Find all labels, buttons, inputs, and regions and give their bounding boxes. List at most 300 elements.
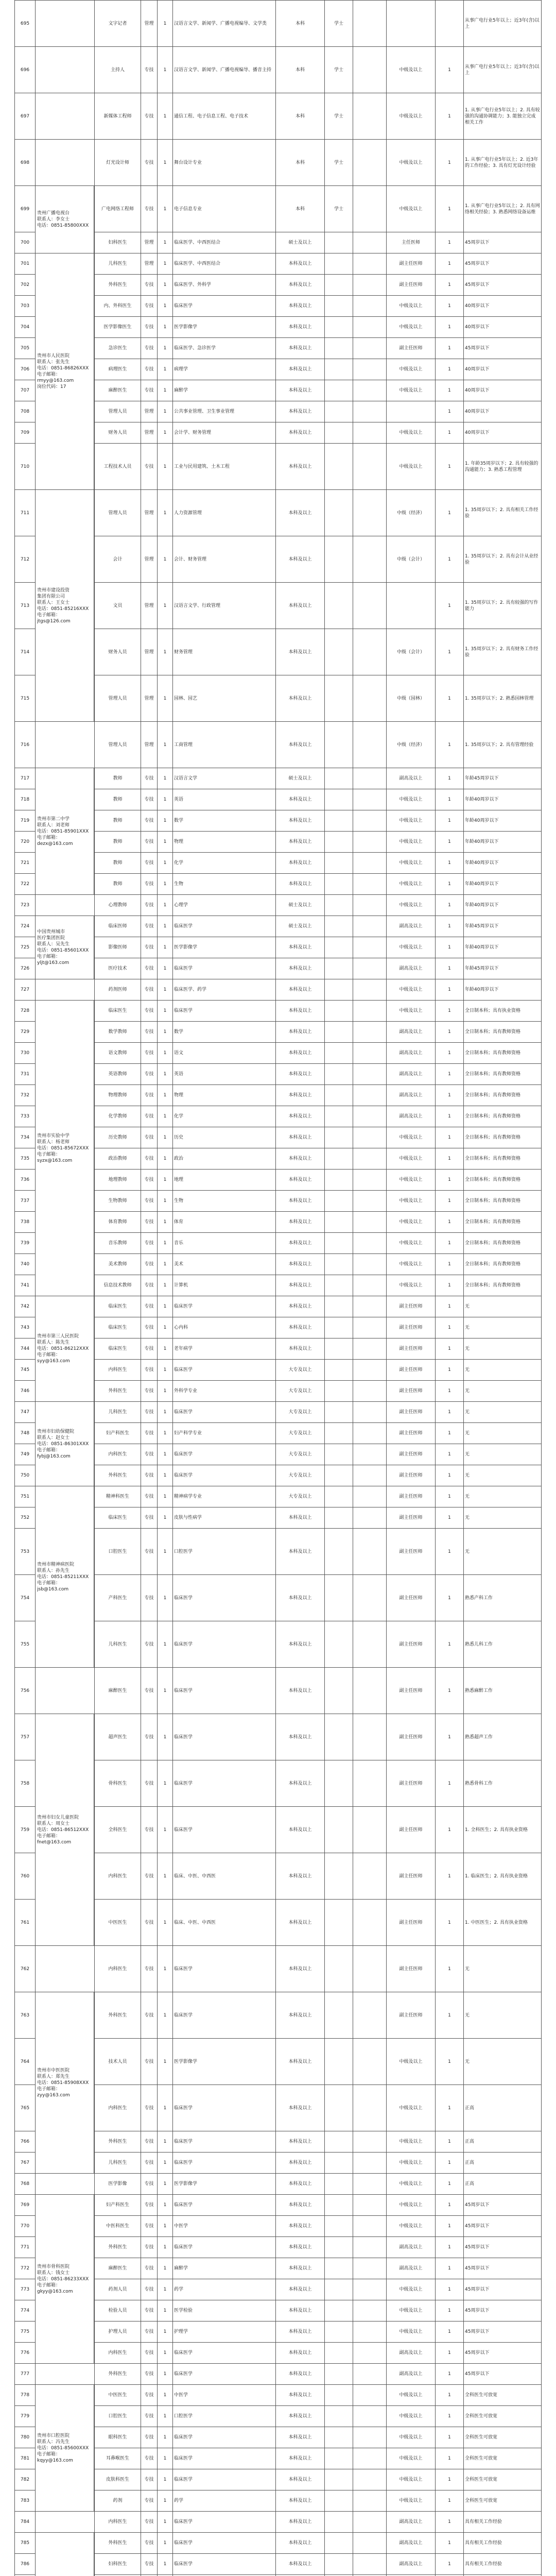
cell-other: 1 (435, 2039, 463, 2084)
cell-post: 药剂人员 (94, 2279, 141, 2300)
cell-age (353, 722, 386, 768)
cell-major: 化学 (172, 853, 275, 873)
cell-age (353, 93, 386, 139)
cell-degree (324, 2554, 353, 2574)
cell-post: 教师 (94, 768, 141, 789)
cell-degree (324, 1212, 353, 1232)
cell-other: 1 (435, 937, 463, 958)
cell-degree (324, 1085, 353, 1106)
cell-level: 管理 (141, 629, 157, 675)
cell-degree (324, 2258, 353, 2279)
cell-title: 中级及以上 (386, 2448, 435, 2469)
cell-note: 全日制本科；具有执业资格 (463, 1001, 542, 1021)
cell-level: 专技 (141, 1992, 157, 2038)
cell-post: 外科医生 (94, 2364, 141, 2384)
cell-other: 1 (435, 2085, 463, 2131)
cell-note: 无 (463, 1360, 542, 1380)
cell-count: 1 (157, 1170, 172, 1190)
cell-age (353, 1338, 386, 1359)
cell-post: 文员 (94, 583, 141, 629)
cell-title: 副高及以上 (386, 1085, 435, 1106)
cell-title: 副主任医师 (386, 1946, 435, 1992)
cell-no: 740 (14, 1254, 35, 1275)
cell-count: 1 (157, 2469, 172, 2490)
cell-no: 712 (14, 536, 35, 582)
cell-note: 1. 35周岁以下；2. 具有相关工作经验 (463, 490, 542, 536)
cell-degree (324, 1275, 353, 1296)
cell-no: 771 (14, 2237, 35, 2258)
cell-age (353, 1148, 386, 1169)
cell-note: 45周岁以下 (463, 2343, 542, 2363)
cell-age (353, 1, 386, 46)
cell-level: 专技 (141, 2554, 157, 2574)
cell-degree (324, 2427, 353, 2448)
cell-no: 782 (14, 2469, 35, 2490)
cell-title (386, 401, 435, 422)
cell-level: 专技 (141, 140, 157, 185)
cell-title: 中级及以上 (386, 1233, 435, 1253)
cell-level: 专技 (141, 979, 157, 1000)
cell-title: 中级及以上 (386, 1275, 435, 1296)
cell-age (353, 1296, 386, 1317)
cell-note: 1. 年龄35周岁以下；2. 具有较强的沟通能力；3. 熟悉工程管理 (463, 444, 542, 489)
cell-count: 1 (157, 2153, 172, 2173)
cell-post: 药剂医师 (94, 979, 141, 1000)
cell-other: 1 (435, 2554, 463, 2574)
cell-major: 心内科 (172, 1317, 275, 1338)
cell-other: 1 (435, 874, 463, 894)
cell-title: 中级及以上 (386, 2085, 435, 2131)
cell-post: 中医科医生 (94, 2216, 141, 2236)
cell-edu: 大专及以上 (275, 1486, 324, 1507)
cell-no: 714 (14, 629, 35, 675)
cell-unit (35, 140, 94, 185)
cell-no: 715 (14, 675, 35, 721)
cell-title: 中级及以上 (386, 2406, 435, 2427)
cell-other: 1 (435, 1444, 463, 1465)
cell-note: 年龄40周岁以下 (463, 810, 542, 831)
cell-level: 专技 (141, 916, 157, 937)
cell-unit (35, 1946, 94, 1992)
cell-age (353, 2174, 386, 2194)
cell-count: 1 (157, 810, 172, 831)
cell-level: 管理 (141, 253, 157, 274)
cell-age (353, 2512, 386, 2532)
cell-count: 1 (157, 1001, 172, 1021)
cell-post: 灯光设计师 (94, 140, 141, 185)
cell-no: 726 (14, 958, 35, 979)
cell-count: 1 (157, 490, 172, 536)
cell-major: 精神病学专业 (172, 1486, 275, 1507)
cell-count: 1 (157, 2174, 172, 2194)
cell-edu: 硕士及以上 (275, 232, 324, 253)
cell-other: 1 (435, 810, 463, 831)
cell-note: 全日制本科；具有教师资格 (463, 1170, 542, 1190)
cell-note: 正高 (463, 2085, 542, 2131)
cell-other: 1 (435, 1381, 463, 1401)
cell-degree (324, 1043, 353, 1063)
cell-edu: 本科及以上 (275, 2258, 324, 2279)
cell-level: 专技 (141, 2039, 157, 2084)
cell-age (353, 2039, 386, 2084)
cell-degree (324, 2039, 353, 2084)
cell-count: 1 (157, 2448, 172, 2469)
cell-post: 口腔医生 (94, 1529, 141, 1574)
cell-edu: 大专及以上 (275, 1423, 324, 1444)
cell-level: 专技 (141, 1127, 157, 1148)
cell-post: 文字记者 (94, 1, 141, 46)
cell-note: 40周岁以下 (463, 422, 542, 443)
cell-note: 熟悉麻醉工作 (463, 1668, 542, 1714)
cell-degree (324, 2533, 353, 2553)
cell-note: 熟悉超声工作 (463, 1714, 542, 1760)
cell-level: 专技 (141, 1423, 157, 1444)
cell-no: 698 (14, 140, 35, 185)
cell-major: 财务管理 (172, 629, 275, 675)
cell-major: 临床医学 (172, 958, 275, 979)
cell-level: 专技 (141, 93, 157, 139)
cell-note: 全日制本科；具有教师资格 (463, 1191, 542, 1211)
cell-no: 761 (14, 1900, 35, 1945)
cell-degree (324, 1233, 353, 1253)
cell-title: 副高及以上 (386, 1022, 435, 1042)
cell-unit (35, 895, 94, 916)
cell-other: 1 (435, 2195, 463, 2215)
cell-title: 中级及以上 (386, 2300, 435, 2321)
cell-major: 中医学 (172, 2216, 275, 2236)
cell-major: 老年病学 (172, 1338, 275, 1359)
cell-degree: 学士 (324, 1, 353, 46)
cell-level: 专技 (141, 1191, 157, 1211)
cell-degree (324, 2448, 353, 2469)
cell-post: 物理教师 (94, 1085, 141, 1106)
cell-level: 专技 (141, 1853, 157, 1899)
cell-major: 临床、中医、中西医 (172, 1900, 275, 1945)
cell-edu: 大专及以上 (275, 1444, 324, 1465)
cell-edu: 本科及以上 (275, 1233, 324, 1253)
cell-post: 临床医师 (94, 916, 141, 937)
cell-no: 702 (14, 275, 35, 295)
cell-edu: 本科及以上 (275, 1807, 324, 1853)
cell-degree (324, 2469, 353, 2490)
cell-level: 专技 (141, 2174, 157, 2194)
cell-edu: 本科及以上 (275, 2321, 324, 2342)
cell-age (353, 422, 386, 443)
cell-major: 临床医学 (172, 2343, 275, 2363)
cell-age (353, 853, 386, 873)
cell-count: 1 (157, 937, 172, 958)
cell-post: 临床医生 (94, 1296, 141, 1317)
cell-other: 1 (435, 722, 463, 768)
cell-note: 无 (463, 2039, 542, 2084)
cell-note: 40周岁以下 (463, 380, 542, 401)
cell-other: 1 (435, 1946, 463, 1992)
cell-major: 口腔医学 (172, 1529, 275, 1574)
cell-degree (324, 1714, 353, 1760)
cell-note: 全科医生可放宽 (463, 2448, 542, 2469)
cell-major: 临床医学 (172, 1992, 275, 2038)
cell-post: 外科医生 (94, 2131, 141, 2152)
cell-count: 1 (157, 1085, 172, 1106)
cell-other: 1 (435, 1001, 463, 1021)
cell-post: 内科医生 (94, 1946, 141, 1992)
cell-level: 专技 (141, 359, 157, 380)
cell-note: 45周岁以下 (463, 2279, 542, 2300)
cell-count: 1 (157, 1296, 172, 1317)
cell-title (386, 1, 435, 46)
cell-note: 45周岁以下 (463, 232, 542, 253)
cell-degree (324, 2406, 353, 2427)
cell-note: 45周岁以下 (463, 2216, 542, 2236)
cell-age (353, 1402, 386, 1422)
cell-level: 专技 (141, 1621, 157, 1667)
cell-major: 英语 (172, 1064, 275, 1084)
cell-count: 1 (157, 275, 172, 295)
cell-degree (324, 874, 353, 894)
cell-degree (324, 937, 353, 958)
cell-age (353, 1170, 386, 1190)
cell-age (353, 296, 386, 316)
cell-title: 副主任医师 (386, 1317, 435, 1338)
cell-post: 临床医生 (94, 1001, 141, 1021)
cell-edu: 本科及以上 (275, 1043, 324, 1063)
cell-degree (324, 832, 353, 852)
cell-edu: 本科 (275, 47, 324, 93)
cell-edu: 本科及以上 (275, 1946, 324, 1992)
cell-post: 儿科医生 (94, 1621, 141, 1667)
cell-no: 766 (14, 2131, 35, 2152)
cell-count: 1 (157, 853, 172, 873)
cell-count: 1 (157, 2554, 172, 2574)
cell-title: 中级及以上 (386, 2153, 435, 2173)
cell-title: 中级及以上 (386, 1254, 435, 1275)
cell-edu: 本科及以上 (275, 422, 324, 443)
cell-other: 1 (435, 1507, 463, 1528)
cell-edu: 本科及以上 (275, 401, 324, 422)
cell-major: 临床医学 (172, 2085, 275, 2131)
cell-level: 管理 (141, 583, 157, 629)
cell-age (353, 1085, 386, 1106)
cell-note: 全科医生可放宽 (463, 2469, 542, 2490)
cell-level: 管理 (141, 490, 157, 536)
cell-other: 1 (435, 2300, 463, 2321)
cell-count: 1 (157, 1148, 172, 1169)
cell-count: 1 (157, 1529, 172, 1574)
cell-no: 751 (14, 1486, 35, 1507)
cell-edu: 本科及以上 (275, 853, 324, 873)
cell-count: 1 (157, 789, 172, 810)
table-row (14, 895, 542, 916)
cell-degree: 学士 (324, 47, 353, 93)
cell-edu: 本科及以上 (275, 1992, 324, 2038)
cell-count: 1 (157, 1043, 172, 1063)
cell-other: 1 (435, 853, 463, 873)
cell-no: 748 (14, 1423, 35, 1444)
cell-post: 教师 (94, 789, 141, 810)
cell-note: 年龄40周岁以下 (463, 789, 542, 810)
cell-edu: 本科及以上 (275, 1296, 324, 1317)
cell-note: 45周岁以下 (463, 2321, 542, 2342)
cell-count: 1 (157, 253, 172, 274)
cell-other: 1 (435, 1106, 463, 1127)
cell-major: 计算机 (172, 1275, 275, 1296)
cell-no: 721 (14, 853, 35, 873)
cell-other: 1 (435, 895, 463, 916)
cell-other: 1 (435, 629, 463, 675)
cell-degree (324, 1668, 353, 1714)
cell-post: 医疗技术 (94, 958, 141, 979)
cell-edu: 本科及以上 (275, 874, 324, 894)
cell-age (353, 1043, 386, 1063)
cell-degree (324, 1254, 353, 1275)
unit-contact-cell: 贵州市中医医院 联系人：郑先生 电话：0851-85908XXX 电子邮箱： zyy@163.com (35, 1992, 94, 2174)
cell-other: 1 (435, 2131, 463, 2152)
cell-no: 741 (14, 1275, 35, 1296)
cell-no: 704 (14, 317, 35, 337)
cell-note: 无 (463, 1381, 542, 1401)
cell-title: 副主任医师 (386, 275, 435, 295)
cell-post: 医学影像医生 (94, 317, 141, 337)
cell-note: 全科医生可放宽 (463, 2406, 542, 2427)
cell-other: 1 (435, 768, 463, 789)
cell-major: 皮肤与性病学 (172, 1507, 275, 1528)
cell-level: 专技 (141, 1444, 157, 1465)
cell-other: 1 (435, 1486, 463, 1507)
cell-title: 副高及以上 (386, 916, 435, 937)
cell-other: 1 (435, 296, 463, 316)
cell-count: 1 (157, 1486, 172, 1507)
cell-degree: 学士 (324, 186, 353, 232)
cell-level: 专技 (141, 338, 157, 359)
cell-other: 1 (435, 1148, 463, 1169)
cell-post: 内科医生 (94, 2343, 141, 2363)
cell-other: 1 (435, 1992, 463, 2038)
cell-title: 副高及以上 (386, 768, 435, 789)
cell-major: 电子信息专业 (172, 186, 275, 232)
cell-edu: 本科及以上 (275, 583, 324, 629)
cell-post: 妇产科医生 (94, 1423, 141, 1444)
cell-degree (324, 1296, 353, 1317)
cell-post: 教师 (94, 832, 141, 852)
cell-edu: 本科及以上 (275, 490, 324, 536)
cell-degree (324, 2195, 353, 2215)
cell-degree (324, 401, 353, 422)
cell-no: 707 (14, 380, 35, 401)
cell-major: 会计、财务管理 (172, 536, 275, 582)
cell-degree (324, 1022, 353, 1042)
cell-level: 专技 (141, 1807, 157, 1853)
cell-count: 1 (157, 536, 172, 582)
cell-degree (324, 2300, 353, 2321)
cell-edu: 本科及以上 (275, 1127, 324, 1148)
cell-count: 1 (157, 629, 172, 675)
cell-count: 1 (157, 186, 172, 232)
cell-level: 专技 (141, 1529, 157, 1574)
cell-age (353, 2469, 386, 2490)
cell-degree (324, 722, 353, 768)
cell-no: 783 (14, 2490, 35, 2511)
cell-post: 临床医生 (94, 1338, 141, 1359)
cell-count: 1 (157, 1191, 172, 1211)
cell-edu: 本科及以上 (275, 722, 324, 768)
cell-no: 719 (14, 810, 35, 831)
cell-major: 临床医学 (172, 1296, 275, 1317)
cell-other: 1 (435, 2512, 463, 2532)
cell-count: 1 (157, 979, 172, 1000)
cell-other: 1 (435, 2427, 463, 2448)
cell-no: 750 (14, 1465, 35, 1486)
cell-level: 专技 (141, 1486, 157, 1507)
cell-level: 专技 (141, 1714, 157, 1760)
cell-other: 1 (435, 1170, 463, 1190)
cell-level: 管理 (141, 675, 157, 721)
cell-count: 1 (157, 422, 172, 443)
cell-note: 全日制本科；具有教师资格 (463, 1233, 542, 1253)
cell-age (353, 338, 386, 359)
cell-post: 会计 (94, 536, 141, 582)
cell-major: 临床医学、急诊医学 (172, 338, 275, 359)
cell-count: 1 (157, 2258, 172, 2279)
cell-title: 副主任医师 (386, 1465, 435, 1486)
cell-major: 临床医学 (172, 2469, 275, 2490)
cell-title: 中级及以上 (386, 810, 435, 831)
cell-degree (324, 1807, 353, 1853)
cell-no: 763 (14, 1992, 35, 2038)
cell-note: 全日制本科；具有教师资格 (463, 1106, 542, 1127)
cell-edu: 本科及以上 (275, 338, 324, 359)
cell-count: 1 (157, 2364, 172, 2384)
cell-level: 专技 (141, 810, 157, 831)
cell-note: 全科医生可放宽 (463, 2490, 542, 2511)
cell-no: 735 (14, 1148, 35, 1169)
cell-edu: 本科及以上 (275, 2427, 324, 2448)
cell-age (353, 1992, 386, 2038)
cell-no: 723 (14, 895, 35, 916)
cell-major: 药学 (172, 2490, 275, 2511)
cell-note: 年龄40周岁以下 (463, 979, 542, 1000)
cell-title: 副主任医师 (386, 1486, 435, 1507)
cell-no: 784 (14, 2512, 35, 2532)
cell-other: 1 (435, 1338, 463, 1359)
cell-age (353, 789, 386, 810)
cell-degree (324, 895, 353, 916)
cell-post: 医学影像 (94, 2174, 141, 2194)
cell-count: 1 (157, 359, 172, 380)
cell-age (353, 401, 386, 422)
cell-note: 年龄40周岁以下 (463, 895, 542, 916)
cell-edu: 本科及以上 (275, 1254, 324, 1275)
cell-post: 病理医生 (94, 359, 141, 380)
cell-major: 物理 (172, 1085, 275, 1106)
cell-edu: 本科及以上 (275, 1170, 324, 1190)
cell-count: 1 (157, 1402, 172, 1422)
cell-level: 专技 (141, 186, 157, 232)
cell-title: 副高及以上 (386, 2343, 435, 2363)
cell-major: 舞台设计专业 (172, 140, 275, 185)
cell-major: 临床医学 (172, 2237, 275, 2258)
cell-level: 专技 (141, 1233, 157, 1253)
cell-other: 1 (435, 2279, 463, 2300)
cell-degree (324, 916, 353, 937)
cell-degree (324, 317, 353, 337)
cell-degree (324, 2343, 353, 2363)
cell-post: 外科医生 (94, 2237, 141, 2258)
cell-no: 756 (14, 1668, 35, 1714)
cell-other: 1 (435, 1668, 463, 1714)
cell-other: 1 (435, 444, 463, 489)
cell-no: 733 (14, 1106, 35, 1127)
cell-post: 妇产科医生 (94, 2195, 141, 2215)
